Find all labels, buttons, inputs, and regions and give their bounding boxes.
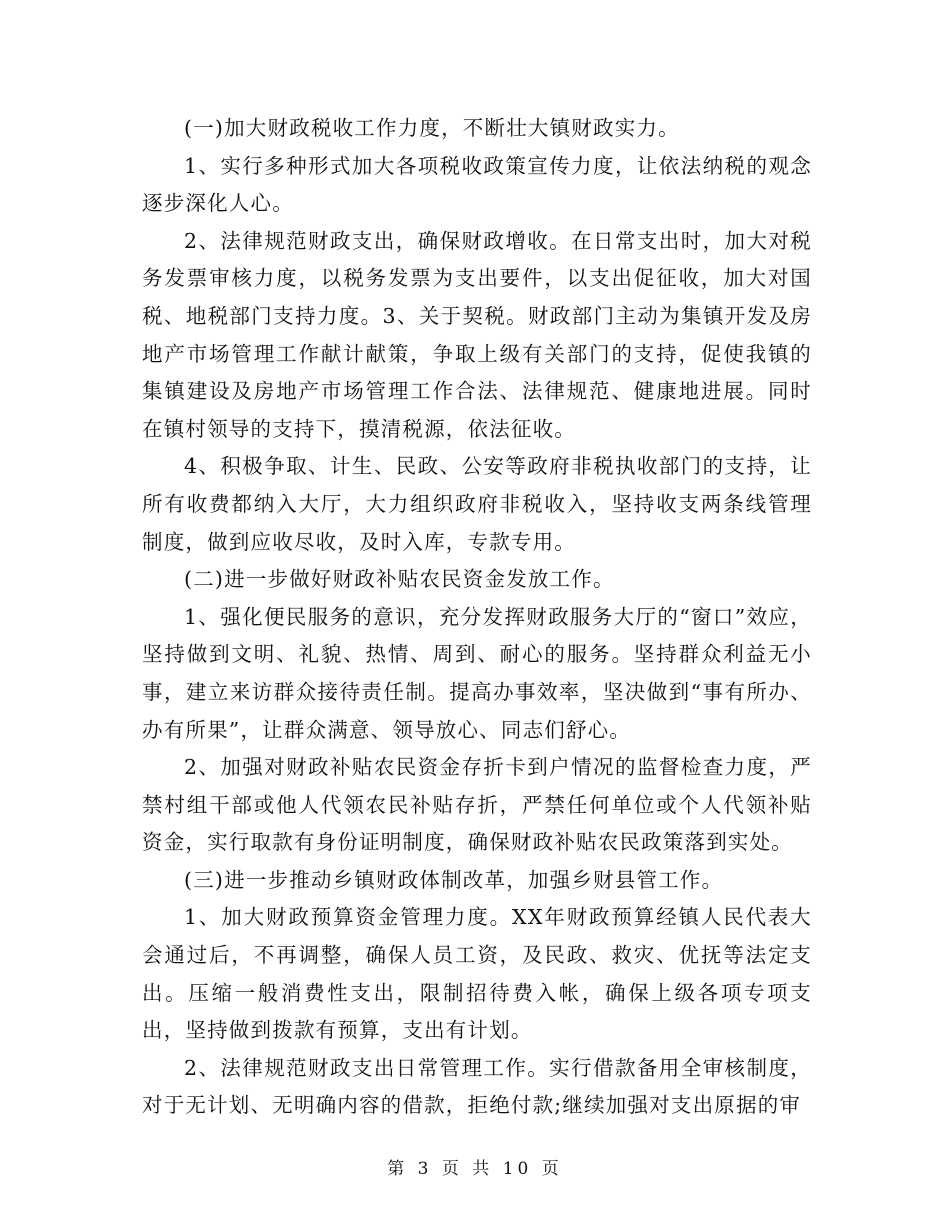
paragraph: 4、积极争取、计生、民政、公安等政府非税执收部门的支持，让所有收费都纳入大厅，大力组织政府非税收入，坚持收支两条线管理制度，做到应收尽收，及时入库，专款专用。 (142, 454, 812, 554)
page-footer: 第 3 页 共 10 页 (387, 1159, 563, 1179)
paragraph: 1、强化便民服务的意识，充分发挥财政服务大厅的“窗口”效应，坚持做到文明、礼貌、热情、周到、耐心的服务。坚持群众利益无小事，建立来访群众接待责任制。提高办事效率，坚决做到“事有所办、办有所果”，让群众满意、领导放心、同志们舒心。 (142, 604, 812, 742)
section-heading-1: (一)加大财政税收工作力度，不断壮大镇财政实力。 (184, 116, 680, 140)
section-heading-2: (二)进一步做好财政补贴农民资金发放工作。 (184, 567, 615, 592)
paragraph: 2、法律规范财政支出日常管理工作。实行借款备用全审核制度，对于无计划、无明确内容的借款，拒绝付款;继续加强对支出原据的审 (142, 1055, 812, 1118)
paragraph: 1、实行多种形式加大各项税收政策宣传力度，让依法纳税的观念逐步深化人心。 (142, 153, 812, 216)
paragraph: 2、法律规范财政支出，确保财政增收。在日常支出时，加大对税务发票审核力度，以税务发票为支出要件，以支出促征收，加大对国税、地税部门支持力度。3、关于契税。财政部门主动为集镇开发及房地产市场管理工作献计献策，争取上级有关部门的支持，促使我镇的集镇建设及房地产市场管理工作合法、法律规范、健康地进展。同时在镇村领导的支持下，摸清税源，依法征收。 (142, 228, 812, 441)
section-heading-3: (三)进一步推动乡镇财政体制改革，加强乡财县管工作。 (184, 867, 724, 892)
document-body (142, 110, 812, 1125)
paragraph: 2、加强对财政补贴农民资金存折卡到户情况的监督检查力度，严禁村组干部或他人代领农民补贴存折，严禁任何单位或个人代领补贴资金，实行取款有身份证明制度，确保财政补贴农民政策落到实处。 (142, 755, 812, 855)
paragraph: 1、加大财政预算资金管理力度。XX年财政预算经镇人民代表大会通过后，不再调整，确保人员工资，及民政、救灾、优抚等法定支出。压缩一般消费性支出，限制招待费入帐，确保上级各项专项支出，坚持做到拨款有预算，支出有计划。 (142, 905, 812, 1043)
